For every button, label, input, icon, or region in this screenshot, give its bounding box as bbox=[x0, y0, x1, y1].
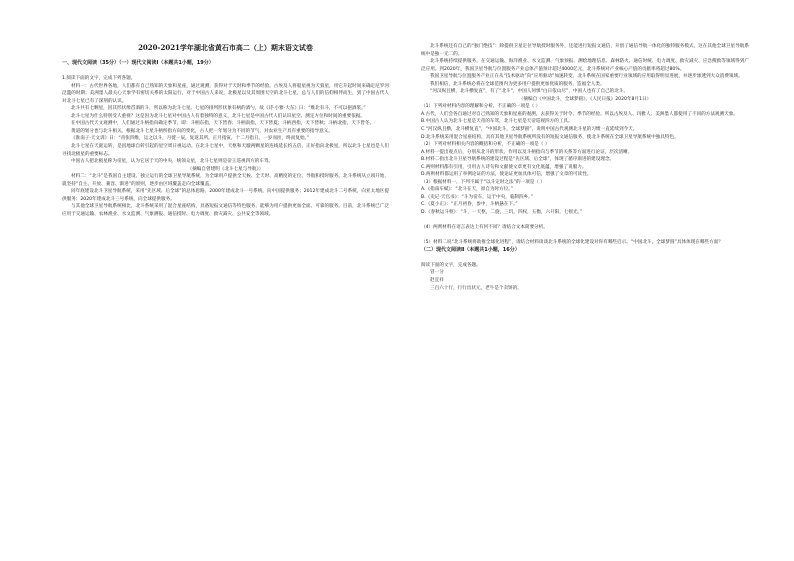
material2-right-p5: “河汉纵且横，北斗横复直”，有了“北斗”，中国人何惧“白日依山尽”，中国人也有了自己的北斗。 bbox=[430, 89, 629, 95]
reading2-prompt: 阅读下面的文字，完成各题。 bbox=[421, 262, 481, 268]
reading2-author: 赵宜祥 bbox=[430, 277, 444, 283]
question-1-option-d: D.北斗系统采用混合星座结构，具有其他卫星导航系统所没有的短报文通信服务，使北斗系统在全球卫星导航系统中独具特色。 bbox=[421, 134, 679, 140]
question-4: （4）两则材料在语言表达上有何不同？请结合文本简要分析。 bbox=[421, 225, 548, 231]
material1-p6: 《淮南子·天文训》日：“帝张四维，运之以斗，月徙一辰，复返其所。正月指寅，十二月指丑，一岁而匝，终而复始。” bbox=[71, 136, 310, 142]
left-column bbox=[62, 60, 389, 218]
reading2-first-line: 三百六十行，行行出状元，老牛是个卖饼的。 bbox=[430, 285, 522, 291]
material1-p3: 北斗七星为什么特别受人重视？这是因为北斗七星对中国古人有着独特的意义，北斗七星是中国古代人们认识星空、测定方位和时间的重要依据。 bbox=[71, 113, 366, 119]
section-one-heading: 一、现代文阅读（35分）（一）现代文阅读Ⅰ（本题共1小题，19分） bbox=[62, 60, 214, 66]
question-1-stem: （1）下列对材料内容的理解和分析，不正确的一项是（ ） bbox=[421, 104, 541, 110]
question-3-option-c: C.《夏小正》：“正月初昏，参中，斗柄悬在下。” bbox=[421, 202, 518, 208]
question-1-option-b: B.中国古人认为北斗七星是天帝的车驾，北斗七星是天帝巡视四方的工具。 bbox=[421, 119, 573, 125]
material2-right-p3: 我国卫星导航与位置服务产业正在从“技术驱动”向“应用驱动”加速转变，北斗系统在国家重要行业领域的应用取得明显进展，并逐步渗透到大众消费领域。 bbox=[430, 74, 743, 80]
reading2-title: 冒一分 bbox=[430, 270, 444, 276]
question-2-option-c: C.两则材料都有引用，引用古人诗句和文献使文章更有文化底蕴，增强了说服力。 bbox=[421, 164, 587, 170]
right-column bbox=[421, 43, 749, 292]
material1-p7: 北斗七星在天庭运转，是因地球自转引起的星空周日视运动。在北斗七星中，天枢和天璇两颗星的连线延长约五倍，正好指向北极星，所以北斗七星也是人们寻找北极星的重要标志。 bbox=[62, 144, 389, 157]
question-2-option-d: D.两则材料都运用了举例论证的方法，使论证更加具体可信，增强了文章的可读性。 bbox=[421, 172, 592, 178]
material2-right-p4: 我们相信，北斗系统必将在全球范围内为更多用户提供更加优质的服务，造福全人类。 bbox=[430, 81, 605, 87]
material1-p8: 中国古人把北极星称为帝星，认为它居于天的中央，统领众星，北斗七星则是帝王巡视四方的车驾。 bbox=[71, 159, 274, 165]
material1-source: （摘编自曾建明《北斗七星与导航》） bbox=[187, 166, 264, 172]
question-5: （5）材料二说“北斗系统将助推全球化进程”，请结合材料谈谈北斗系统的全球化建设对你有哪些启示。“中国北斗，全球梦圆”具体体现在哪些方面？ bbox=[421, 240, 723, 246]
question-3-stem: （3）根据材料一，下列不属于“以斗定时之法”的一项是（ ） bbox=[421, 179, 545, 185]
exam-title: 2020-2021学年湖北省黄石市高二（上）期末语文试卷 bbox=[138, 43, 313, 52]
material2-source: （摘编自《中国北斗，全球梦圆》，《人民日报》2020年8月1日） bbox=[518, 96, 652, 102]
material1-p4: 在中国古代天文观测中，人们通过斗柄指向确定季节，即：斗柄东指，天下皆春；斗柄南指，天下皆夏；斗柄西指，天下皆秋；斗柄北指，天下皆冬。 bbox=[71, 121, 375, 127]
question-2-option-b: B.材料二指出北斗卫星导航系统的建设过程是“先区域、后全球”，体现了循序渐进的建设理念。 bbox=[421, 157, 615, 163]
material2-right-p2: 北斗系统持续提供服务，在交通运输、海洋渔业、水文监测、气象预报、测绘地理信息、森林防火、通信时统、电力调度、救灾减灾、应急搜救等领域得到广泛应用。到2020年，我国卫星导航与位置服务产业总体产值预计超过4000亿元，北斗系统对产业核心产值的贡献率将超过80%。 bbox=[421, 59, 749, 72]
question-1-option-a: A.古代，人们会各自通过对自己熟知的天象和星座的观测，去获得关于时令、季节的经验。所以古埃及人、玛雅人、美洲墨人都使用了不同的方法观测天象。 bbox=[421, 111, 738, 117]
section-two-heading: （二）现代文阅读Ⅱ（本题共1小题，16分） bbox=[421, 246, 520, 253]
material2-p2: 同年底建设北斗卫星导航系统，采用“先区域、后全球”的总体思路。2000年建成北斗一号系统，向中国提供服务；2012年建成北斗二号系统，向亚太地区提供服务；2020年建成北斗三号系统，向全球提供服务。 bbox=[62, 189, 389, 202]
question-3-option-d: D.《春秋运斗枢》：“斗，一天枢，二旋，三玑，四权，五衡，六开阳，七摇光。” bbox=[421, 210, 583, 216]
question-2-option-a: A.材料一提出观点后，分别从北斗的形状、作用以及斗柄指向与季节的关系等方面进行论证，层次清晰。 bbox=[421, 149, 633, 155]
question-3-option-a: A.《指南车赋》：“北斗在天，原自为时方位。” bbox=[421, 187, 513, 193]
material1-p1: 材料一：古代世界各地，人们都有自己熟知的天象和星座，通过观测，获得对于天时和季节的经验。古埃及人将船星视为天狼星，用它升起时间来确定尼罗河泛滥的时期；美洲墨人最关心天象学有密切关系的太阳运行，对于中国古人来说，北极星以及其周围天空的北斗七星，总与人们的信仰相伴而生，到了中国古代人对北斗七星已有了深刻的认识。 bbox=[62, 83, 389, 104]
question-2-stem: （2）下列对材料相关内容的概括和分析，不正确的一项是（ ） bbox=[421, 142, 550, 148]
material2-p3: 与其他全球卫星导航系统相比，北斗系统采用了混合星座结构，具备短报文通信等特色服务，能够为用户提供更加全面、可靠的服务。目前，北斗系统已广泛应用于交通运输、农林渔业、水文监测、气象测报、通信授时、电力调度、救灾减灾、公共安全等领域。 bbox=[62, 204, 389, 217]
material1-p5: 黄道的划分也与北斗相关。根据北斗七星斗柄所指方向的变化，古人把一年划分为不同的节气，对农业生产具有重要的指导意义。 bbox=[71, 128, 333, 134]
question-1-option-c: C.“河汉纵且横，北斗横复直”，“中国北斗，全球梦圆”，说明中国古代观测北斗星的习惯一直延续到今天。 bbox=[421, 127, 638, 133]
question-3-option-b: B.《史记·天官书》：“斗为帝车，运于中央，临制四乡。” bbox=[421, 194, 533, 200]
material2-p1: 材料二：“北斗”是我国自主建设、独立运行的全球卫星导航系统，为全球用户提供全天候、全天时、高精度的定位、导航和授时服务。北斗系统从立项开始，就坚持“自主、开放、兼容、渐进”的原则，逐步由区域覆盖走向全球覆盖。 bbox=[62, 174, 389, 187]
material1-p2: 北斗共有七颗星，因其形状像舀酒的斗，所以称为北斗七星。七星的排列形状象有柄的酒勺，故《诗·小雅·大东》曰：“维北有斗，不可以挹酒浆。” bbox=[71, 106, 366, 112]
material2-right-p1: 北斗系统还有自己的“独门绝技”：除提供卫星定位导航授时服务外，还能进行短报文通信，开创了通信导航一体化的独特服务模式，这在其他全球卫星导航系统中是独一无二的。 bbox=[421, 44, 749, 57]
reading-prompt: 1.阅读下面的文字，完成下列各题。 bbox=[62, 76, 136, 82]
